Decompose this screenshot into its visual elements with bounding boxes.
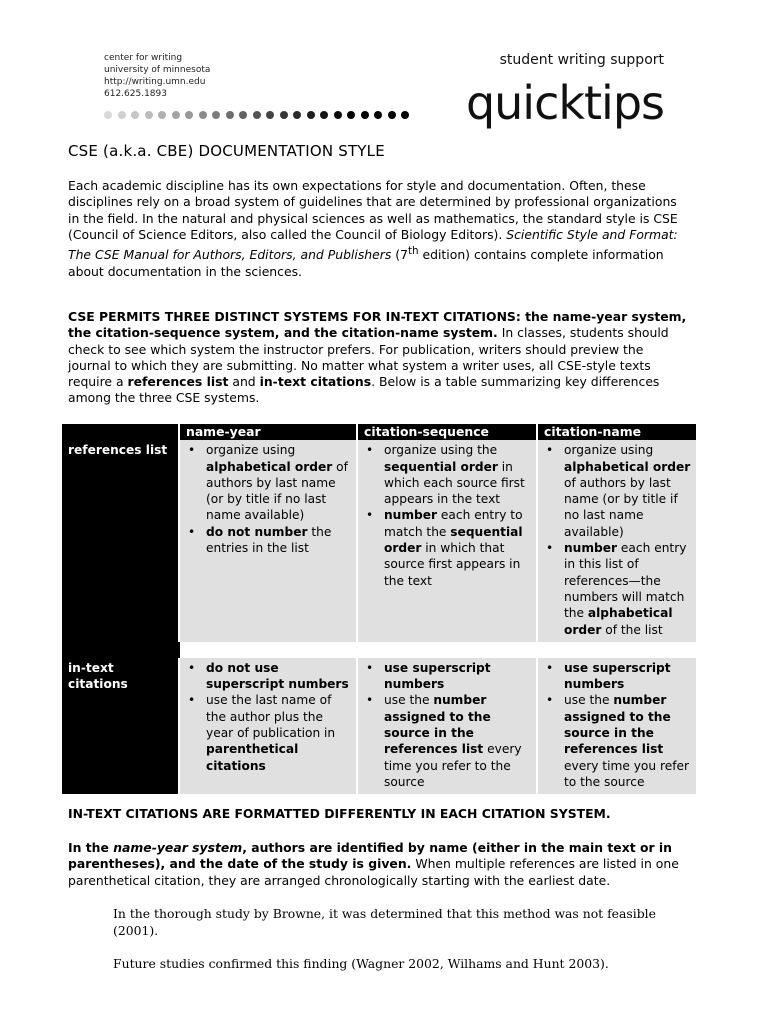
cell-text: every time you refer to the source (564, 758, 690, 789)
decorative-dot (253, 111, 261, 119)
cell-bold: use superscript numbers (384, 660, 491, 692)
systems-text: and (228, 374, 260, 390)
cell-bold: number assigned to the source in the references list (564, 693, 671, 757)
intro-paragraph (68, 178, 688, 280)
header-cell-name-year: name-year (179, 424, 357, 440)
cell-name-year (179, 440, 357, 650)
cell-bold: alphabetical order (206, 459, 333, 474)
decorative-dot (185, 111, 193, 119)
brand-logo: quicktips (465, 76, 664, 130)
list-item (362, 507, 532, 588)
contact-phone: 612.625.1893 (104, 89, 167, 99)
list-item (184, 692, 352, 773)
name-year-paragraph (68, 840, 688, 889)
decorative-dot (131, 111, 139, 119)
decorative-dot (347, 111, 355, 119)
system-name: name-year system (113, 840, 243, 855)
cell-bold: number (564, 541, 618, 556)
cell-text: of authors by last name (or by title if no last name available) (564, 475, 678, 539)
cell-text: use the last name of the author plus the year of publication in (206, 693, 336, 741)
systems-bold: references list (127, 374, 229, 390)
edition-superscript: th (407, 245, 419, 258)
list-item (184, 524, 352, 557)
example-citation: Future studies confirmed this finding (Wagner 2002, Wilhams and Hunt 2003). (113, 956, 609, 971)
cell-bold: parenthetical citations (206, 742, 299, 773)
decorative-dot (361, 111, 369, 119)
lead-text: In the (68, 840, 114, 855)
lead-text: , authors are identified by name (either in the main text or in parentheses), and the date of the study is given. (68, 840, 672, 872)
cell-bold: sequential order (384, 524, 523, 556)
cell-text: every time you refer to the source (384, 742, 522, 789)
edition-text: edition) contains complete information about documentation in the sciences. (68, 247, 664, 279)
cell-bold: alphabetical order (564, 606, 673, 637)
decorative-dot (320, 111, 328, 119)
decorative-dot (226, 111, 234, 119)
header-cell-citation-name: citation-name (537, 424, 696, 440)
systems-comparison-table (62, 424, 696, 794)
cell-bold: sequential order (384, 459, 498, 474)
header-cell-citation-sequence: citation-sequence (357, 424, 537, 440)
cell-citation-sequence (357, 440, 537, 650)
cell-text: in which that source first appears in the text (384, 541, 521, 588)
decorative-dot (307, 111, 315, 119)
contact-url: http://writing.umn.edu (104, 77, 206, 87)
cell-bold: do not number (206, 524, 308, 539)
cell-citation-name (537, 650, 696, 794)
cell-text: each entry to match the (384, 508, 523, 539)
list-item (542, 660, 692, 693)
section-heading: IN-TEXT CITATIONS ARE FORMATTED DIFFERENTLY IN EACH CITATION SYSTEM. (68, 806, 611, 821)
cell-text: of the list (601, 622, 663, 637)
table-row-references-list (62, 440, 696, 650)
systems-bold: in-text citations (259, 374, 372, 390)
cell-text: use the (564, 693, 614, 708)
decorative-dot (293, 111, 301, 119)
decorative-dot (212, 111, 220, 119)
cell-text: organize using (206, 443, 296, 458)
systems-text: In classes, students should check to see which system the instructor prefers. For publication, writers should preview the journal to which they are submitting. No matter what system a writer uses, all CSE-style texts require a (68, 325, 669, 390)
tagline: student writing support (499, 52, 664, 68)
decorative-dot (280, 111, 288, 119)
book-title: Scientific Style and Format: The CSE Manual for Authors, Editors, and Publishers (68, 226, 678, 263)
cell-text: in which each source first appears in the text (384, 459, 525, 507)
decorative-dot (239, 111, 247, 119)
list-item (362, 660, 532, 693)
edition-text: (7 (391, 247, 408, 263)
decorative-dot (401, 111, 409, 119)
cell-bold: alphabetical order (564, 459, 691, 474)
decorative-dot (172, 111, 180, 119)
list-item (362, 442, 532, 507)
contact-line: university of minnesota (104, 65, 211, 75)
decorative-dot (118, 111, 126, 119)
header-banner (92, 44, 682, 136)
table-row-in-text-citations (62, 650, 696, 794)
systems-paragraph (68, 309, 688, 407)
cell-citation-name (537, 440, 696, 650)
decorative-dot (158, 111, 166, 119)
cell-text: the entries in the list (206, 524, 332, 556)
cell-citation-sequence (357, 650, 537, 794)
contact-line: center for writing (104, 53, 183, 63)
cell-text: use the (384, 693, 434, 708)
intro-text: Each academic discipline has its own expectations for style and documentation. Often, these disciplines rely on a broad system of guidelines that are determined by professional organizations in the field. In the natural and physical sciences as well as mathematics, the standard style is CSE (Council of Science Editors, also called the Council of Biology Editors). (68, 178, 678, 242)
systems-text: . Below is a table summarizing key differences among the three CSE systems. (68, 374, 660, 406)
table-header-row (62, 424, 696, 440)
page-title: CSE (a.k.a. CBE) DOCUMENTATION STYLE (68, 142, 385, 160)
decorative-dot (266, 111, 274, 119)
list-item (184, 442, 352, 523)
cell-text: of authors by last name (or by title if no last name available) (206, 459, 348, 523)
cell-bold: number (384, 508, 438, 523)
cell-name-year (179, 650, 357, 794)
cell-text: each entry in this list of references—the numbers will match the (564, 541, 687, 621)
list-item (184, 660, 352, 693)
decorative-dot (199, 111, 207, 119)
cell-bold: number assigned to the source in the references list (384, 693, 491, 757)
cell-text: organize using the (384, 443, 498, 458)
row-label: in-text citations (62, 650, 179, 794)
decorative-dot (334, 111, 342, 119)
decorative-dot (374, 111, 382, 119)
list-item (362, 692, 532, 790)
list-item (542, 442, 692, 540)
cell-bold: use superscript numbers (564, 660, 671, 692)
cell-text: organize using (564, 443, 654, 458)
contact-block (104, 52, 210, 100)
dot-row-decoration (104, 111, 415, 119)
paragraph-text: When multiple references are listed in one parenthetical citation, they are arranged chronologically starting with the earliest date. (68, 856, 679, 888)
list-item (542, 692, 692, 790)
example-citation: In the thorough study by Browne, it was determined that this method was not feasible (2001). (113, 906, 656, 938)
list-item (542, 540, 692, 638)
systems-lead: CSE PERMITS THREE DISTINCT SYSTEMS FOR IN-TEXT CITATIONS: the name-year system, the citation-sequence system, and the citation-name system. (68, 309, 687, 341)
row-label: references list (62, 440, 179, 650)
decorative-dot (104, 111, 112, 119)
decorative-dot (388, 111, 396, 119)
decorative-dot (145, 111, 153, 119)
cell-bold: do not use superscript numbers (206, 660, 349, 692)
header-cell-empty (62, 424, 179, 440)
